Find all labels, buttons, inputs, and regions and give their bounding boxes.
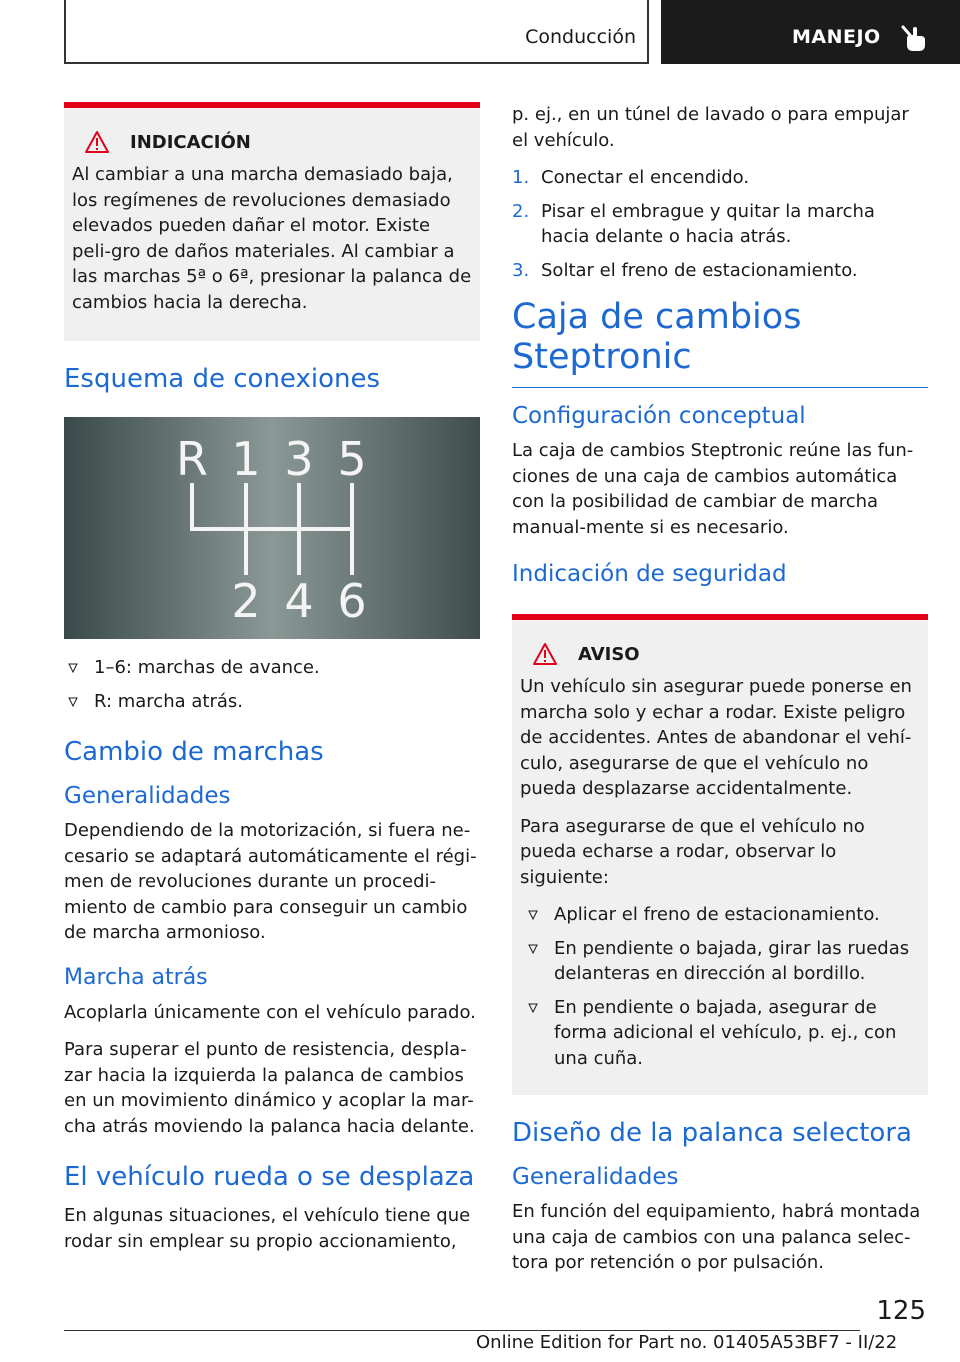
gear-label-r: R [176,432,208,486]
footer-divider [64,1330,860,1331]
warning-text-1: Un vehículo sin asegurar puede ponerse en marcha solo y echar a rodar. Existe peligro de accidentes. Antes de abandonar el vehí-culo, asegurarse de que el vehículo no pueda desplazarse accidentalmente. [520,676,912,799]
reverse-heading: Marcha atrás [64,964,208,990]
warning-notice [512,614,928,1095]
shift-heading: Cambio de marchas [64,737,324,767]
gear-label-6: 6 [337,574,367,628]
rolling-text-continued: p. ej., en un túnel de lavado o para empujar el vehículo. [512,104,909,151]
gear-label-3: 3 [284,432,314,486]
schema-bullets [64,655,480,714]
schema-heading: Esquema de conexiones [64,364,380,394]
right-column [512,102,928,1288]
list-item: Aplicar el freno de estacionamiento. [524,902,920,928]
left-column [64,102,480,1266]
concept-heading: Configuración conceptual [512,403,806,429]
selector-text: En función del equipamiento, habrá montada una caja de cambios con una palanca selec-tora por retención o por pulsación. [512,1201,921,1273]
list-item: En pendiente o bajada, asegurar de forma adicional el vehículo, p. ej., con una cuña. [524,995,920,1072]
list-item: 2. Pisar el embrague y quitar la marcha hacia delante o hacia atrás. [512,200,875,247]
warning-bullets [524,902,920,1071]
gear-label-1: 1 [231,432,261,486]
header-section-title: Conducción [525,26,636,48]
bullet-triangle-icon [68,663,78,673]
header-chapter-title: MANEJO [792,26,881,48]
bullet-triangle-icon [68,697,78,707]
steering-hand-icon [901,25,927,53]
gearshift-pattern-diagram [64,417,480,639]
gear-label-5: 5 [337,432,367,486]
warning-triangle-icon [84,130,110,154]
bullet-triangle-icon [528,1003,538,1013]
info-notice-text: Al cambiar a una marcha demasiado baja, los regímenes de revoluciones demasiado elevados pueden dañar el motor. Existe peli-gro de daños materiales. Al cambiar a las marchas 5ª o 6ª, presionar la palanca de cambios hacia la derecha. [72,164,472,313]
rolling-text: En algunas situaciones, el vehículo tiene que rodar sin emplear su propio accionamiento, [64,1205,471,1252]
general-heading: Generalidades [64,783,231,809]
list-item: 3. Soltar el freno de estacionamiento. [512,259,858,281]
info-notice [64,102,480,341]
header-chapter-tab [661,0,960,64]
steptronic-heading: Caja de cambios Steptronic [512,297,928,388]
reverse-text-1: Acoplarla únicamente con el vehículo parado. [64,1001,476,1023]
warning-text-2: Para asegurarse de que el vehículo no pueda echarse a rodar, observar lo siguiente: [520,815,865,888]
general-text: Dependiendo de la motorización, si fuera ne-cesario se adaptará automáticamente el régi-men de revoluciones durante un procedi-miento de cambio para conseguir un cambio de marcha armonioso. [64,820,477,943]
rolling-steps [512,165,928,283]
safety-heading: Indicación de seguridad [512,561,787,587]
warning-notice-title: AVISO [578,643,640,665]
list-item: R: marcha atrás. [64,689,480,715]
list-item: 1–6: marchas de avance. [64,655,480,681]
warning-triangle-icon [532,642,558,666]
info-notice-title: INDICACIÓN [130,131,251,153]
gear-label-2: 2 [231,574,261,628]
bullet-triangle-icon [528,910,538,920]
bullet-triangle-icon [528,944,538,954]
rolling-heading: El vehículo rueda o se desplaza [64,1162,475,1192]
selector-heading: Diseño de la palanca selectora [512,1118,912,1148]
concept-text: La caja de cambios Steptronic reúne las fun-ciones de una caja de cambios automática con la posibilidad de cambiar de marcha manual-mente si es necesario. [512,440,914,538]
reverse-text-2: Para superar el punto de resistencia, despla-zar hacia la izquierda la palanca de cambios en un movimiento dinámico y acoplar la mar-cha atrás moviendo la palanca hacia delante. [64,1039,475,1137]
list-item: En pendiente o bajada, girar las ruedas delanteras en dirección al bordillo. [524,936,920,987]
edition-note: Online Edition for Part no. 01405A53BF7 - II/22 [476,1332,898,1353]
gear-label-4: 4 [284,574,314,628]
page-number: 125 [876,1296,926,1326]
list-item: 1. Conectar el encendido. [512,167,750,188]
selector-general-heading: Generalidades [512,1164,679,1190]
